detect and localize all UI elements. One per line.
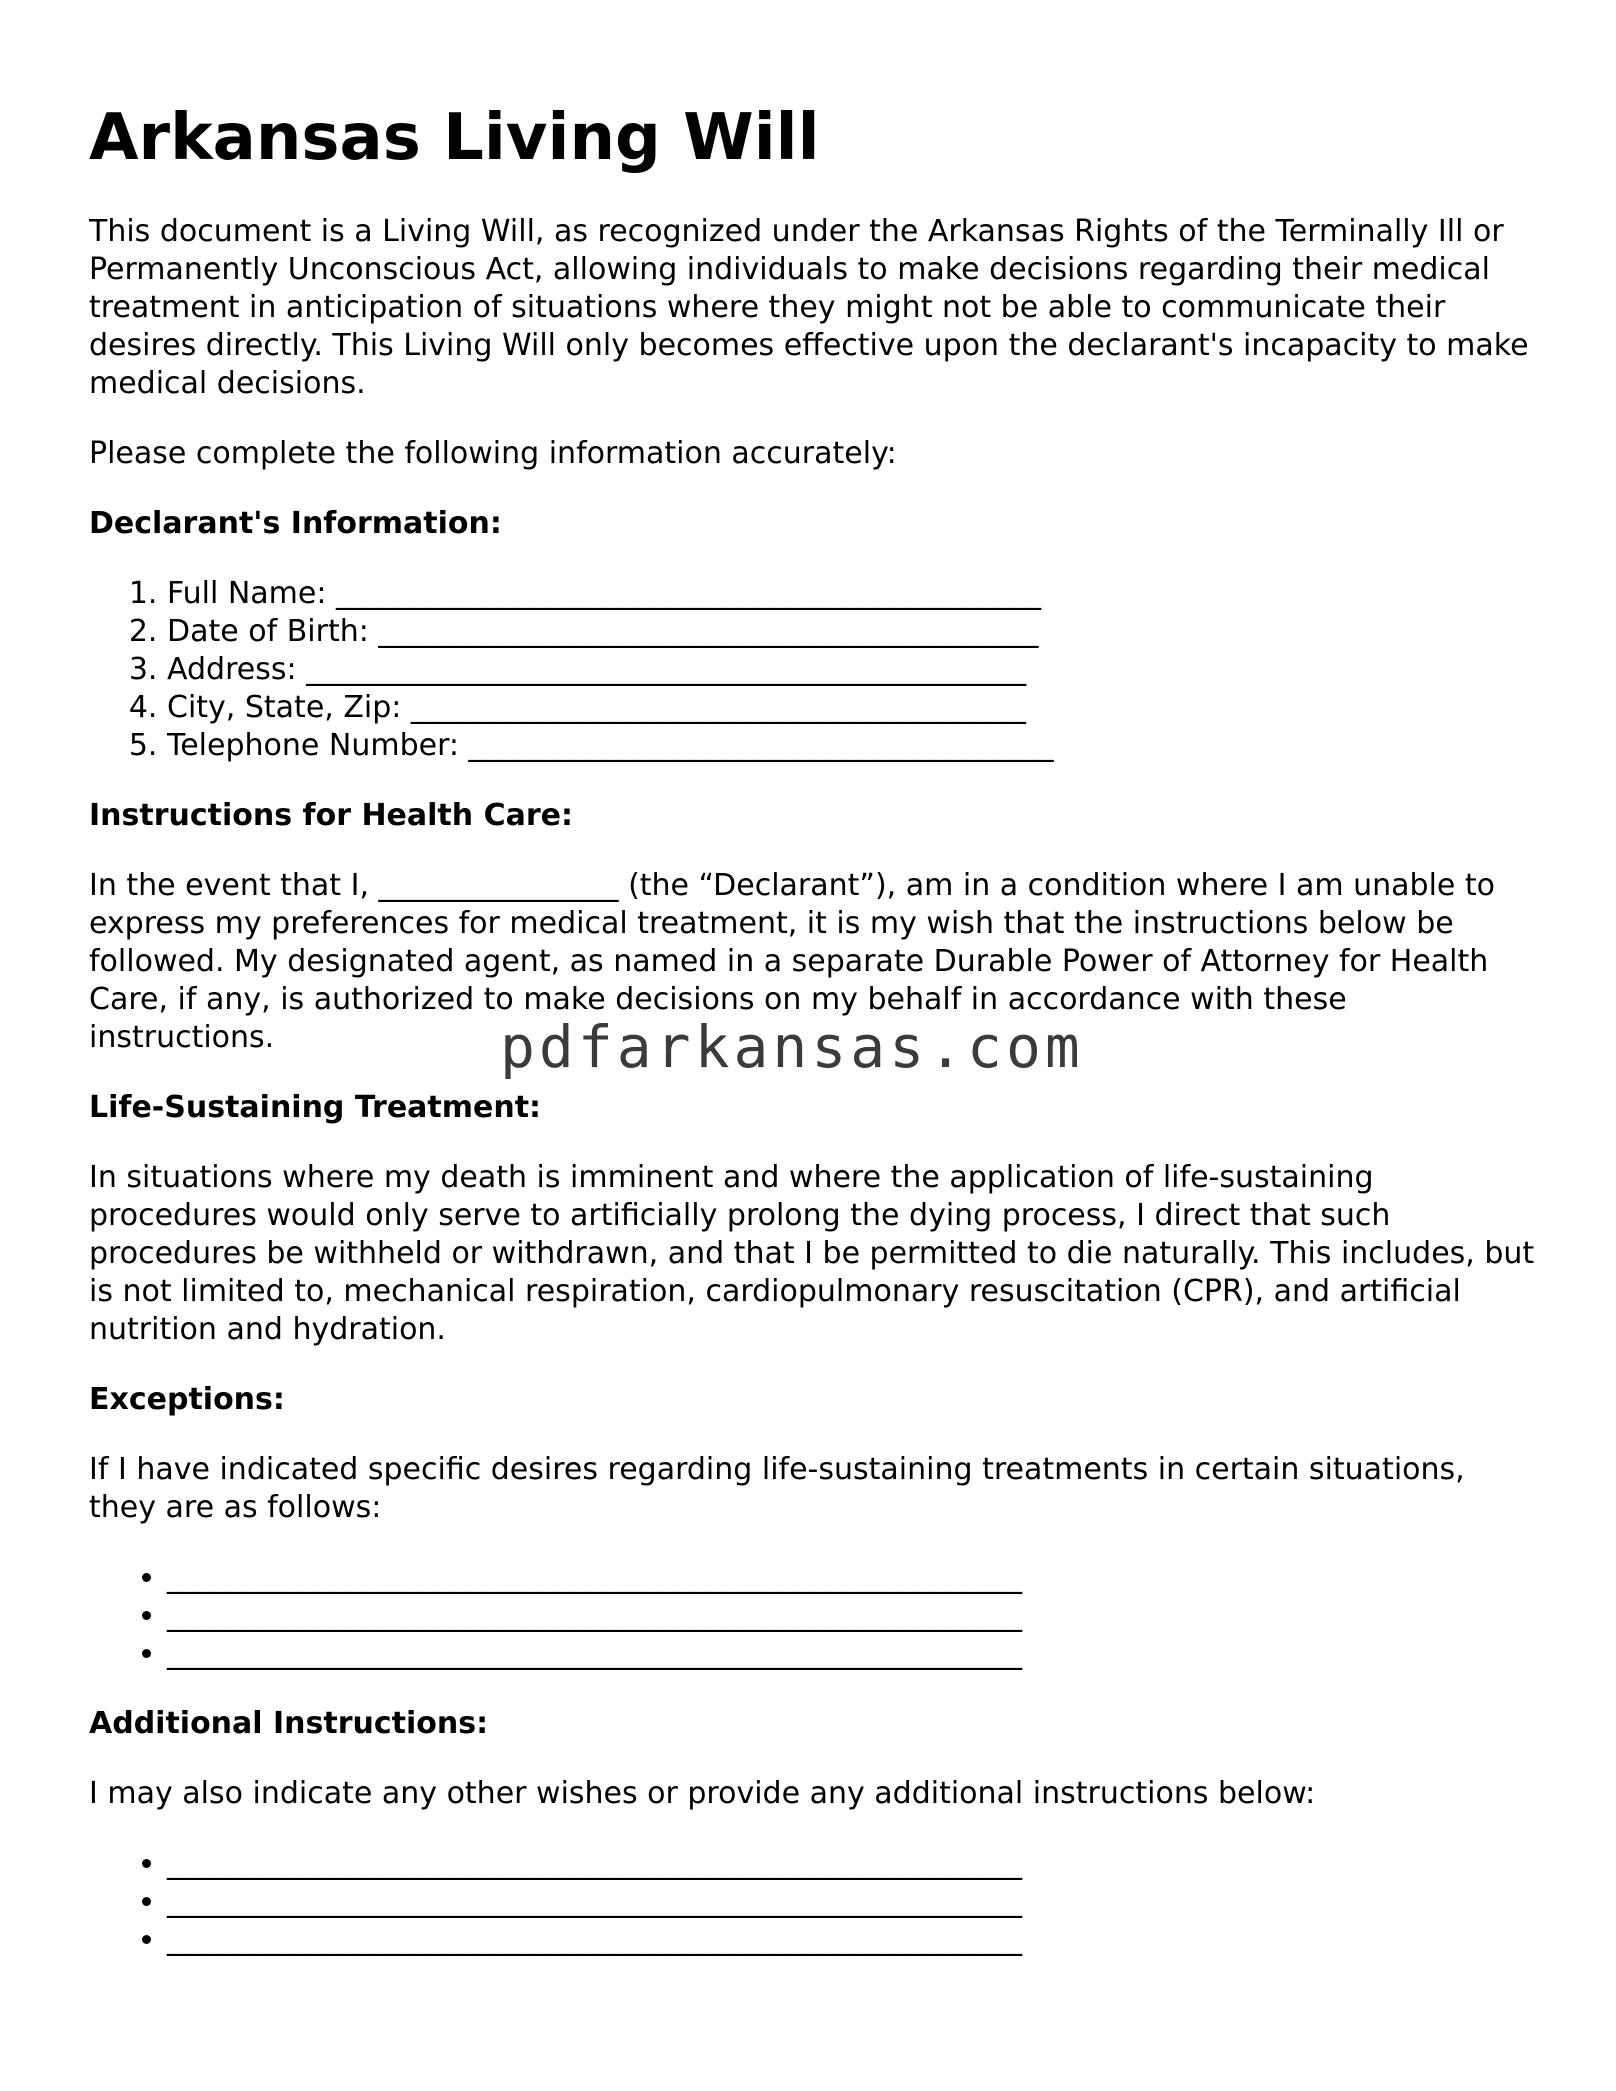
health-care-heading: Instructions for Health Care: <box>89 797 573 833</box>
additional-instructions-heading: Additional Instructions: <box>89 1705 489 1741</box>
watermark-text: pdfarkansas.com <box>500 1013 1084 1081</box>
exceptions-paragraph: If I have indicated specific desires regarding life-sustaining treatments in certain situations, they are as follows: <box>89 1451 1465 1525</box>
exceptions-list <box>89 1559 1539 1673</box>
address-field: 3. Address: ________________________________________________ <box>167 651 1539 689</box>
health-care-paragraph: In the event that I, ________________ (the “Declarant”), am in a condition where I am unable to express my preferences for medical treatment, it is my wish that the instructions below be followed. My designated agent, as named in a separate Durable Power of Attorney for Health Care, if any, is authorized to make decisions on my behalf in accordance with these instructions. <box>89 867 1496 1055</box>
life-sustaining-paragraph: In situations where my death is imminent and where the application of life-sustaining procedures would only serve to artificially prolong the dying process, I direct that such procedures be withheld or withdrawn, and that I be permitted to die naturally. This includes, but is not limited to, mechanical respiration, cardiopulmonary resuscitation (CPR), and artificial nutrition and hydration. <box>89 1159 1535 1347</box>
life-sustaining-heading: Life-Sustaining Treatment: <box>89 1089 542 1125</box>
additional-blank-line: • _________________________________________________________ <box>167 1845 1539 1883</box>
exception-blank-line: • _________________________________________________________ <box>167 1559 1539 1597</box>
instructions-prompt: Please complete the following information accurately: <box>89 435 897 471</box>
telephone-field: 5. Telephone Number: _______________________________________ <box>167 727 1539 765</box>
declarant-heading: Declarant's Information: <box>89 505 502 541</box>
exception-blank-line: • _________________________________________________________ <box>167 1635 1539 1673</box>
additional-blank-line: • _________________________________________________________ <box>167 1883 1539 1921</box>
additional-blank-line: • _________________________________________________________ <box>167 1921 1539 1959</box>
intro-paragraph: This document is a Living Will, as recognized under the Arkansas Rights of the Terminally Ill or Permanently Unconscious Act, allowing individuals to make decisions regarding their medical treatment in anticipation of situations where they might not be able to communicate their desires directly. This Living Will only becomes effective upon the declarant's incapacity to make medical decisions. <box>89 213 1529 401</box>
additional-instructions-paragraph: I may also indicate any other wishes or provide any additional instructions below: <box>89 1775 1316 1811</box>
declarant-fields-list <box>89 575 1539 765</box>
exception-blank-line: • _________________________________________________________ <box>167 1597 1539 1635</box>
document-title: Arkansas Living Will <box>89 101 820 175</box>
full-name-field: 1. Full Name: _______________________________________________ <box>167 575 1539 613</box>
exceptions-heading: Exceptions: <box>89 1381 285 1417</box>
additional-instructions-list <box>89 1845 1539 1959</box>
date-of-birth-field: 2. Date of Birth: ____________________________________________ <box>167 613 1539 651</box>
city-state-zip-field: 4. City, State, Zip: _________________________________________ <box>167 689 1539 727</box>
